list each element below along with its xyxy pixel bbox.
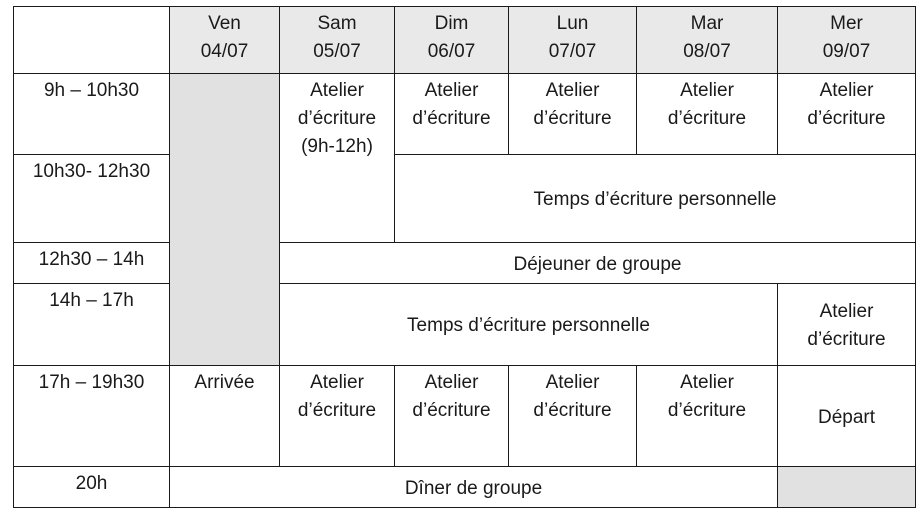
personal-writing-afternoon-cell: Temps d’écriture personnelle	[280, 284, 778, 366]
time-label: 12h30 – 14h	[14, 243, 170, 284]
header-day-ven: Ven 04/07	[170, 7, 280, 74]
atelier-cell-sam-evening: Atelier d’écriture	[280, 366, 395, 467]
departure-cell: Départ	[778, 366, 916, 467]
row-12h30	[14, 243, 916, 284]
blocked-cell-ven-morning	[170, 74, 280, 366]
atelier-cell-mer-afternoon: Atelier d’écriture	[778, 284, 916, 366]
header-day-lun: Lun 07/07	[509, 7, 637, 74]
row-20h	[14, 467, 916, 508]
atelier-cell-sam: Atelier d’écriture (9h-12h)	[280, 74, 395, 243]
schedule-table	[13, 6, 916, 508]
atelier-cell-mar-evening: Atelier d’écriture	[637, 366, 778, 467]
row-9h	[14, 74, 916, 155]
time-label: 14h – 17h	[14, 284, 170, 366]
row-17h	[14, 366, 916, 467]
atelier-cell-lun-evening: Atelier d’écriture	[509, 366, 637, 467]
header-corner-cell	[14, 7, 170, 74]
time-label: 20h	[14, 467, 170, 508]
personal-writing-morning-cell: Temps d’écriture personnelle	[395, 155, 916, 243]
row-14h	[14, 284, 916, 366]
header-day-mer: Mer 09/07	[778, 7, 916, 74]
time-label: 17h – 19h30	[14, 366, 170, 467]
row-10h30	[14, 155, 916, 243]
time-label: 10h30- 12h30	[14, 155, 170, 243]
group-lunch-cell: Déjeuner de groupe	[280, 243, 916, 284]
header-day-mar: Mar 08/07	[637, 7, 778, 74]
header-day-sam: Sam 05/07	[280, 7, 395, 74]
atelier-cell-mar: Atelier d’écriture	[637, 74, 778, 155]
time-label: 9h – 10h30	[14, 74, 170, 155]
blocked-cell-mer-evening	[778, 467, 916, 508]
header-row	[14, 7, 916, 74]
atelier-cell-mer: Atelier d’écriture	[778, 74, 916, 155]
atelier-cell-dim: Atelier d’écriture	[395, 74, 509, 155]
header-day-dim: Dim 06/07	[395, 7, 509, 74]
atelier-cell-lun: Atelier d’écriture	[509, 74, 637, 155]
atelier-cell-dim-evening: Atelier d’écriture	[395, 366, 509, 467]
group-dinner-cell: Dîner de groupe	[170, 467, 778, 508]
arrival-cell: Arrivée	[170, 366, 280, 467]
